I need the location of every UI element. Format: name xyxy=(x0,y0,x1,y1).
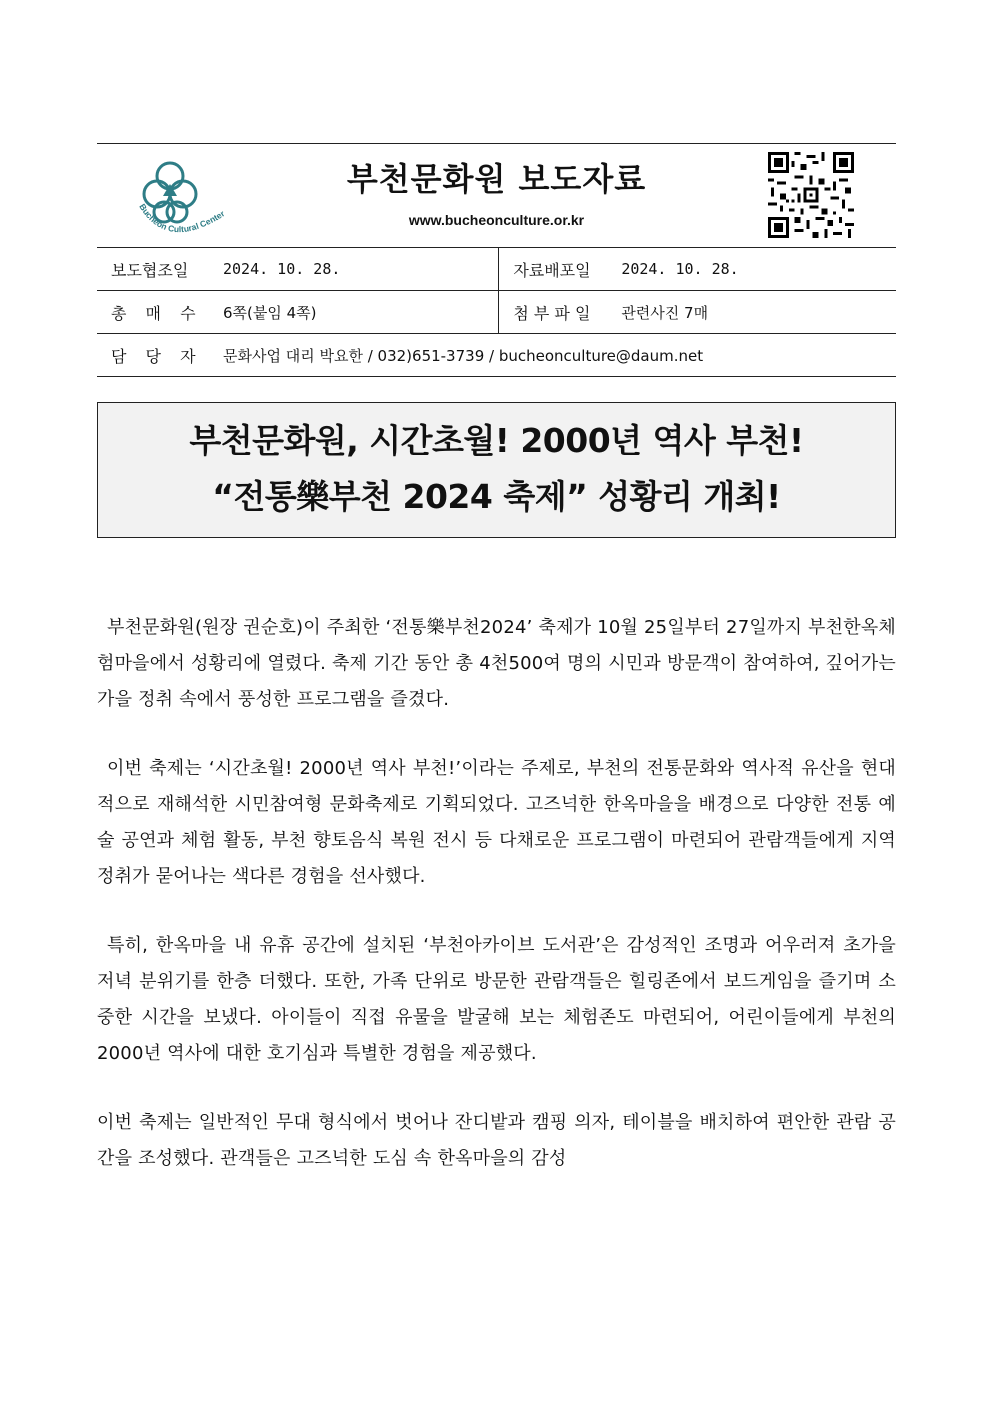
info-row-pages xyxy=(97,291,896,334)
qr-code xyxy=(768,152,854,238)
contact-value: 문화사업 대리 박요한 / 032)651-3739 / bucheonculture@daum.net xyxy=(223,334,896,377)
embargo-value: 2024. 10. 28. xyxy=(223,248,499,291)
attach-value: 관련사진 7매 xyxy=(621,291,896,334)
embargo-label: 보도협조일 xyxy=(97,248,223,291)
attach-label: 첨 부 파 일 xyxy=(499,291,622,334)
svg-text:Bucheon Cultural Center: Bucheon Cultural Center xyxy=(137,201,227,235)
release-label: 자료배포일 xyxy=(499,248,622,291)
info-row-dates xyxy=(97,248,896,291)
contact-label: 담 당 자 xyxy=(97,334,223,377)
press-release-page xyxy=(97,143,896,1210)
document-title: 부천문화원 보도자료 xyxy=(346,160,647,198)
paragraph-1: 부천문화원(원장 권순호)이 주최한 ‘전통樂부천2024’ 축제가 10월 25일부터 27일까지 부천한옥체험마을에서 성황리에 열렸다. 축제 기간 동안 총 4천500여 명의 시민과 방문객이 참여하여, 깊어가는 가을 정취 속에서 풍성한 프로그램을 즐겼다. xyxy=(97,617,896,710)
release-info-table xyxy=(97,248,896,377)
headline-box xyxy=(97,402,896,538)
info-row-contact xyxy=(97,334,896,377)
pages-label: 총 매 수 xyxy=(97,291,223,334)
paragraph-2: 이번 축제는 ‘시간초월! 2000년 역사 부천!’이라는 주제로, 부천의 전통문화와 역사적 유산을 현대적으로 재해석한 시민참여형 문화축제로 기획되었다. 고즈넉한 한옥마을을 배경으로 다양한 전통 예술 공연과 체험 활동, 부천 향토음식 복원 전시 등 다채로운 프로그램이 마련되어 관람객들에게 지역 정취가 묻어나는 색다른 경험을 선사했다. xyxy=(97,758,896,887)
headline-line-2: “전통樂부천 2024 축제” 성황리 개최! xyxy=(212,477,781,516)
paragraph-4: 이번 축제는 일반적인 무대 형식에서 벗어나 잔디밭과 캠핑 의자, 테이블을 배치하여 편안한 관람 공간을 조성했다. 관객들은 고즈넉한 도심 속 한옥마을의 감성 xyxy=(97,1112,896,1169)
release-value: 2024. 10. 28. xyxy=(621,248,896,291)
pages-value: 6쪽(붙임 4쪽) xyxy=(223,291,499,334)
document-header xyxy=(97,143,896,248)
paragraph-3: 특히, 한옥마을 내 유휴 공간에 설치된 ‘부천아카이브 도서관’은 감성적인 조명과 어우러져 초가을 저녁 분위기를 한층 더했다. 또한, 가족 단위로 방문한 관람객들은 힐링존에서 보드게임을 즐기며 소중한 시간을 보냈다. 아이들이 직접 유물을 발굴해 보는 체험존도 마련되어, 어린이들에게 부천의 2000년 역사에 대한 호기심과 특별한 경험을 제공했다. xyxy=(97,935,896,1064)
headline-line-1: 부천문화원, 시간초월! 2000년 역사 부천! xyxy=(189,421,804,460)
article-body xyxy=(97,610,896,1177)
website-url: www.bucheonculture.or.kr xyxy=(408,212,585,228)
